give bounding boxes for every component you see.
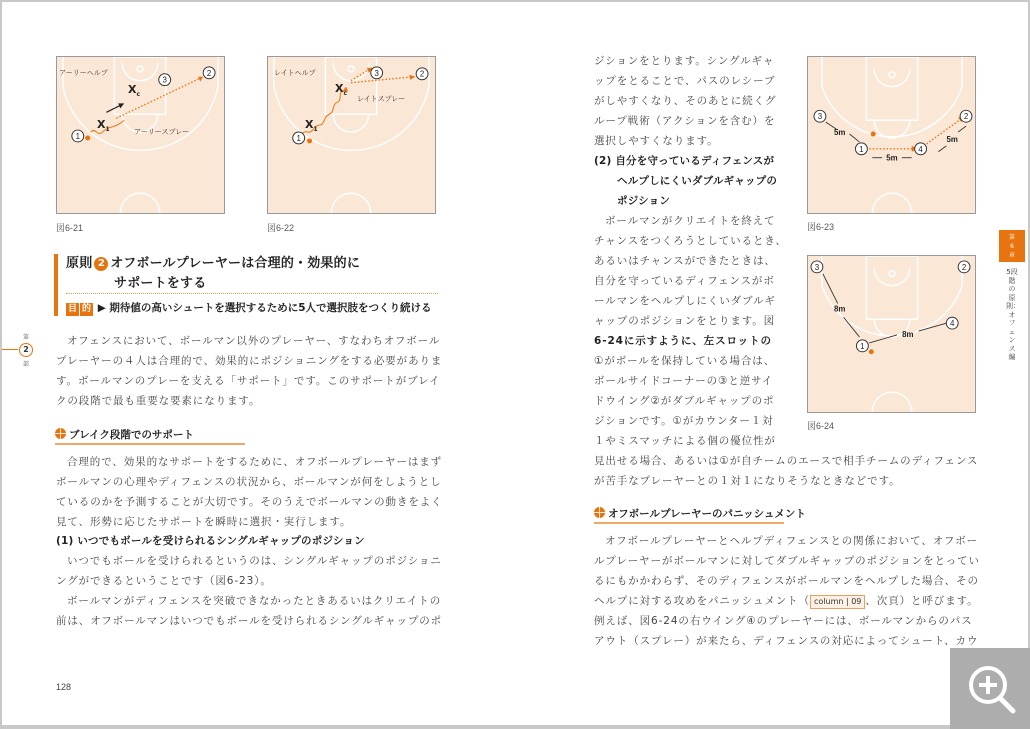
text-line: ボールサイドコーナーの③と逆サイ	[594, 375, 774, 387]
text-line: ルプレーヤーがボールマンに対してダブルギャップのポジションをとってい	[594, 555, 980, 567]
court-diagram-6-23	[807, 56, 976, 214]
purpose-row	[66, 300, 432, 316]
section-heading-punishment: オフボールプレーヤーのパニッシュメント	[594, 506, 806, 521]
svg-text:2: 2	[963, 112, 969, 122]
text-line: ているのかを予測することが大切です。そのうえでボールマンの動きをよく	[56, 496, 443, 508]
svg-text:3: 3	[162, 75, 167, 85]
svg-text:8m: 8m	[902, 329, 914, 339]
svg-text:3: 3	[817, 112, 823, 122]
figure-caption-6-23: 図6-23	[807, 222, 835, 232]
svg-text:5m: 5m	[946, 134, 958, 144]
text-line: いつでもボールを受けられるというのは、シングルギャップのポジショニ	[67, 555, 442, 567]
label-late-help: レイトヘルプ	[274, 69, 316, 77]
text-line: クの段階で最も重要な要素になります。	[56, 395, 261, 407]
defender-x1: $X_1$	[97, 118, 110, 134]
text-line: 選択しやすくなります。	[594, 135, 719, 147]
svg-text:1: 1	[859, 144, 864, 154]
right-column-paragraph-b	[594, 211, 787, 451]
intro-paragraph	[56, 331, 442, 411]
principle-heading	[66, 254, 360, 294]
sub1-paragraph	[56, 551, 442, 631]
right-column-paragraph-a	[594, 51, 776, 151]
defender-x1: $X_1$	[305, 118, 318, 134]
svg-text:5m: 5m	[886, 153, 898, 163]
purpose-tag: 的	[82, 304, 92, 314]
text-line: 前は、オフボールマンはいつでもボールを受けられるシングルギャップのポ	[56, 615, 443, 627]
label-early-spray: アーリースプレー	[134, 128, 190, 136]
text-line: プレーヤーの４人は合理的で、効果的にポジショニングをする必要がありま	[56, 355, 443, 367]
text-line: ールマンをヘルプしにくいダブルギ	[594, 295, 776, 307]
basketball-icon	[55, 428, 66, 439]
text-line: るにもかかわらず、そのディフェンスがボールマンをヘルプした場合、その	[594, 575, 979, 587]
dotted-divider	[66, 293, 438, 294]
text-line: ボールマンがクリエイトを終えて	[605, 215, 776, 227]
court-diagram-6-21	[56, 56, 225, 214]
defender-xc: $X_c$	[335, 82, 348, 98]
svg-text:2: 2	[961, 262, 967, 272]
svg-text:1: 1	[860, 341, 865, 351]
purpose-tag: 目	[68, 304, 78, 314]
text-line: がしやすくなり、そのあとに続くグ	[594, 95, 777, 107]
text-line: 自分を守っているディフェンスがボ	[594, 275, 775, 287]
text-line: チャンスをつくろうとしているとき、	[594, 235, 787, 247]
text-line: ジションをとります。シングルギャ	[594, 55, 775, 67]
chapter-title-vertical: 5段階の原則：オフェンス編	[1006, 268, 1020, 361]
court-lines-icon	[268, 57, 435, 213]
text-line: 見て、形勢に応じたサポートを瞬時に選択・実行します。	[56, 516, 352, 528]
text-line: 見出せる場合、あるいは①が自チームのエースで相手チームのディフェンス	[594, 455, 979, 467]
text-line: ボールマンの心理やディフェンスの状況から、ボールマンが何をしようとし	[56, 476, 442, 488]
principle-title-line2: サポートをする	[114, 276, 207, 291]
column-reference-link[interactable]: column | 09	[810, 595, 865, 609]
text-line: あるいはチャンスができたときは、	[594, 255, 776, 267]
principle-title-line1: オフボールプレーヤーは合理的・効果的に	[110, 256, 361, 271]
svg-text:3: 3	[814, 262, 820, 272]
zoom-in-button[interactable]	[950, 648, 1030, 729]
part-marker: 第 2 部	[14, 332, 38, 368]
svg-text:4: 4	[918, 144, 923, 154]
court-diagram-6-24	[807, 255, 976, 413]
principle-prefix: 原則	[66, 256, 93, 271]
zoom-in-icon	[950, 648, 1030, 729]
text-line: ングができるということです（図6-23）。	[56, 575, 272, 587]
section-underline	[55, 443, 245, 445]
text-line: す。ボールマンのプレーを支える「サポート」です。このサポートがブレイ	[56, 375, 441, 387]
text-line: 6-24に示すように、左スロットの	[594, 335, 772, 347]
text-line: ジションです。①がカウンター１対	[594, 415, 774, 427]
principle-accent-bar	[54, 254, 58, 316]
figure-caption-6-22: 図6-22	[267, 223, 295, 233]
subheading-single-gap: (1) いつでもボールを受けられるシングルギャップのポジション	[56, 535, 365, 547]
purpose-text: 期待値の高いシュートを選択するために5人で選択肢をつくり続ける	[109, 302, 432, 314]
triangle-arrow-icon: ▶	[97, 302, 106, 314]
svg-text:8m: 8m	[833, 304, 846, 314]
text-line: アウト（スプレー）が来たら、ディフェンスの対応によってシュート、カウ	[594, 635, 979, 647]
text-line: が苦手なプレーヤーとの１対１になりそうなときなどです。	[594, 475, 901, 487]
figure-caption-6-21: 図6-21	[56, 223, 84, 233]
text-line: オフボールプレーヤーとヘルプディフェンスとの関係において、オフボー	[605, 535, 979, 547]
chapter-tab: 第 6 章	[999, 230, 1025, 262]
label-late-spray: レイトスプレー	[357, 95, 406, 103]
text-line: ボールマンがディフェンスを突破できなかったときあるいはクリエイトの	[67, 595, 442, 607]
text-line: １やミスマッチによる個の優位性が	[594, 435, 776, 447]
section-underline	[594, 522, 784, 524]
svg-text:2: 2	[206, 68, 212, 78]
text-line: オフェンスにおいて、ボールマン以外のプレーヤー、すなわちオフボール	[67, 335, 441, 347]
defender-xc: $X_c$	[128, 83, 141, 99]
section2-paragraph	[594, 531, 980, 651]
text-line: 例えば、図6-24の右ウイング④のプレーヤーには、ボールマンからのパス	[594, 615, 973, 627]
court-lines-icon	[808, 57, 975, 213]
section-heading-break-support: ブレイク段階でのサポート	[55, 427, 194, 442]
subheading-double-gap: (2) 自分を守っているディフェンスが ヘルプしにくいダブルギャップの ポジション	[594, 155, 778, 207]
court-lines-icon	[808, 256, 975, 412]
text-line: ップをとることで、パスのレシーブ	[594, 75, 776, 87]
text-line: ループ戦術（アクションを含む）を	[594, 115, 776, 127]
figure-caption-6-24: 図6-24	[807, 421, 835, 431]
svg-text:1: 1	[296, 133, 301, 143]
part-number-circle: 2	[19, 343, 33, 357]
section1-paragraph	[56, 452, 443, 532]
text-line: ャップのポジションをとります。図	[594, 315, 776, 327]
basketball-icon	[594, 507, 605, 518]
text-line: ヘルプに対する攻めをパニッシュメント（ column | 09 、次頁）と呼びます。	[594, 595, 979, 607]
right-full-paragraph-a	[594, 451, 978, 491]
svg-text:5m: 5m	[833, 128, 846, 137]
text-line: ドウイング②がダブルギャップのポ	[594, 395, 775, 407]
text-line: 合理的で、効果的なサポートをするために、オフボールプレーヤーはまず	[67, 456, 443, 468]
label-early-help: アーリーヘルプ	[59, 69, 108, 77]
svg-text:4: 4	[950, 319, 955, 329]
svg-text:3: 3	[374, 68, 379, 78]
court-diagram-6-22	[267, 56, 436, 214]
page-number-left: 128	[56, 682, 72, 692]
svg-text:2: 2	[419, 69, 425, 79]
text-line: ①がボールを保持している場合は、	[594, 355, 776, 367]
principle-number-badge: 2	[94, 257, 108, 271]
svg-text:1: 1	[75, 131, 80, 141]
